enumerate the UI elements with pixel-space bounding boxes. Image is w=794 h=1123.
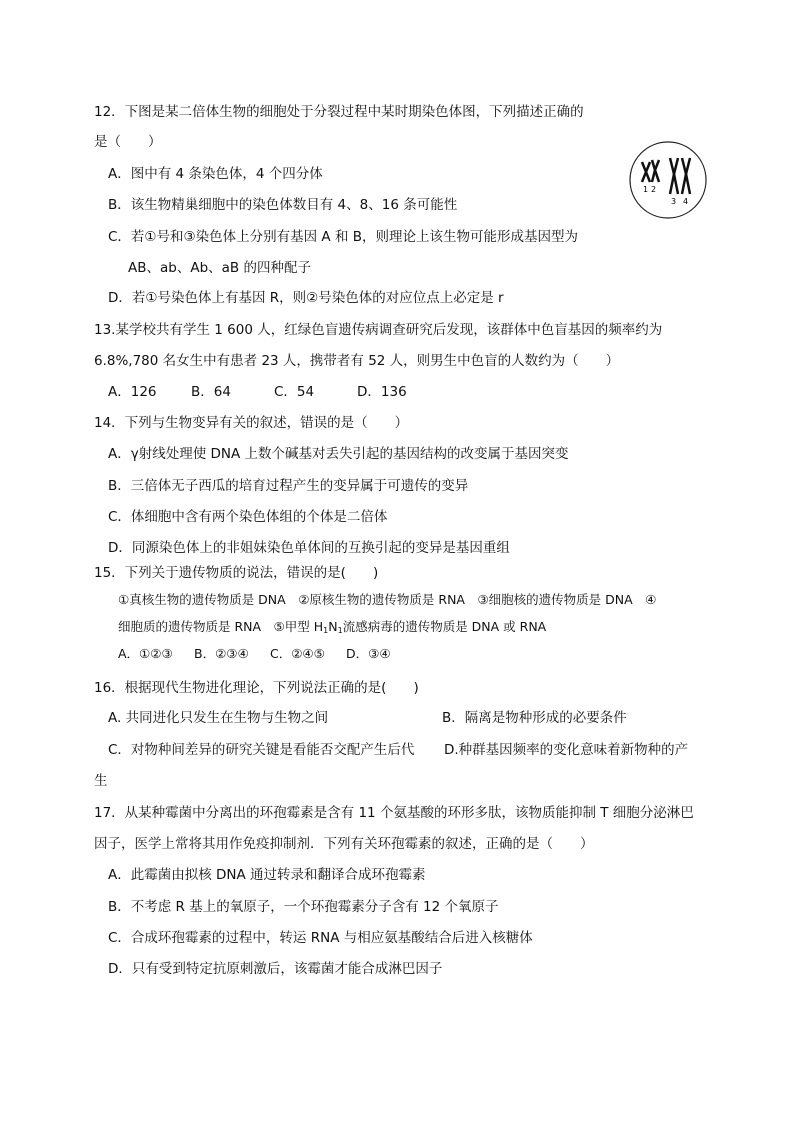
- q15-option-d: D．③④: [346, 646, 391, 661]
- q13-stem-line2: 6.8%,780 名女生中有患者 23 人，携带者有 52 人，则男生中色盲的人数约为（ ）: [94, 353, 620, 369]
- q17-stem-line1: 17．从某种霉菌中分离出的环孢霉素是含有 11 个氨基酸的环形多肽，该物质能抑制 T 细胞分泌淋巴: [94, 805, 694, 821]
- q16-option-d-line2: 生: [94, 773, 108, 789]
- q13-option-b: B．64: [191, 384, 231, 400]
- q15-option-c: C．②④⑤: [270, 646, 325, 661]
- q17-option-d: D．只有受到特定抗原刺激后，该霉菌才能合成淋巴因子: [108, 961, 443, 977]
- q17-stem-line2: 因子，医学上常将其用作免疫抑制剂．下列有关环孢霉素的叙述，正确的是（ ）: [94, 836, 594, 852]
- q12-option-b: B．该生物精巢细胞中的染色体数目有 4、8、16 条可能性: [108, 197, 458, 213]
- q16-option-a: A. 共同进化只发生在生物与生物之间: [108, 710, 329, 726]
- q15-option-b: B．②③④: [194, 646, 249, 661]
- q12-option-d: D．若①号染色体上有基因 R，则②号染色体的对应位点上必定是 r: [108, 290, 504, 306]
- q16-option-c: C．对物种间差异的研究关键是看能否交配产生后代: [108, 742, 415, 758]
- q17-option-a: A．此霉菌由拟核 DNA 通过转录和翻译合成环孢霉素: [108, 867, 426, 883]
- chromosome-4: [682, 158, 690, 194]
- q12-option-a: A．图中有 4 条染色体，4 个四分体: [108, 166, 323, 182]
- q12-option-c-line1: C．若①号和③染色体上分别有基因 A 和 B，则理论上该生物可能形成基因型为: [108, 229, 579, 245]
- chromosome-cell-figure: [626, 140, 710, 224]
- q14-stem: 14．下列与生物变异有关的叙述，错误的是（ ）: [94, 415, 409, 431]
- q15-statements-line2: [118, 617, 546, 641]
- q13-stem-line1: 13.某学校共有学生 1 600 人，红绿色盲遗传病调查研究后发现，该群体中色盲基因的频率约为: [94, 322, 663, 338]
- q15-line2-sub2: 1: [337, 626, 343, 635]
- figure-label-4: 4: [683, 197, 689, 206]
- figure-label-2: 2: [651, 185, 657, 194]
- q15-line2-post: 流感病毒的遗传物质是 DNA 或 RNA: [342, 619, 547, 634]
- chromosome-3: [670, 158, 678, 194]
- figure-label-3: 3: [671, 197, 677, 206]
- q14-option-b: B．三倍体无子西瓜的培育过程产生的变异属于可遗传的变异: [108, 478, 469, 494]
- q16-option-d-line1: D.种群基因频率的变化意味着新物种的产: [444, 742, 689, 758]
- q15-statements-line1: ①真核生物的遗传物质是 DNA ②原核生物的遗传物质是 RNA ③细胞核的遗传物质是 DNA ④: [118, 592, 657, 607]
- q12-option-c-line2: AB、ab、Ab、aB 的四种配子: [128, 260, 311, 276]
- figure-label-1: 1: [643, 185, 649, 194]
- q13-options: [108, 382, 407, 402]
- q13-option-d: D．136: [357, 384, 407, 400]
- q14-option-c: C．体细胞中含有两个染色体组的个体是二倍体: [108, 509, 388, 525]
- chromosome-2: [652, 160, 659, 182]
- q17-option-c: C．合成环孢霉素的过程中，转运 RNA 与相应氨基酸结合后进入核糖体: [108, 930, 533, 946]
- q15-line2-sub1: 1: [323, 626, 329, 635]
- q14-option-a: A．γ射线处理使 DNA 上数个碱基对丢失引起的基因结构的改变属于基因突变: [108, 446, 569, 462]
- q16-stem: 16．根据现代生物进化理论，下列说法正确的是( ): [94, 680, 419, 696]
- q12-stem-line1: 12．下图是某二倍体生物的细胞处于分裂过程中某时期染色体图，下列描述正确的: [94, 104, 584, 120]
- q15-options: [118, 644, 391, 664]
- q15-stem: 15．下列关于遗传物质的说法，错误的是( ): [94, 565, 379, 581]
- q16-option-b: B．隔离是物种形成的必要条件: [442, 710, 627, 726]
- cell-diagram: [626, 140, 710, 224]
- q15-option-a: A．①②③: [118, 646, 173, 661]
- q15-line2-pre: 细胞质的遗传物质是 RNA ⑤甲型 H: [118, 619, 324, 634]
- q17-option-b: B．不考虑 R 基上的氧原子，一个环孢霉素分子含有 12 个氧原子: [108, 899, 499, 915]
- q12-stem-line2: 是（ ）: [94, 134, 162, 150]
- cell-outline: [630, 142, 706, 218]
- q15-line2-mid: N: [328, 619, 338, 634]
- chromosome-1: [642, 162, 650, 182]
- q13-option-c: C．54: [274, 384, 315, 400]
- q13-option-a: A．126: [108, 384, 157, 400]
- q14-option-d: D．同源染色体上的非姐妹染色单体间的互换引起的变异是基因重组: [108, 540, 510, 556]
